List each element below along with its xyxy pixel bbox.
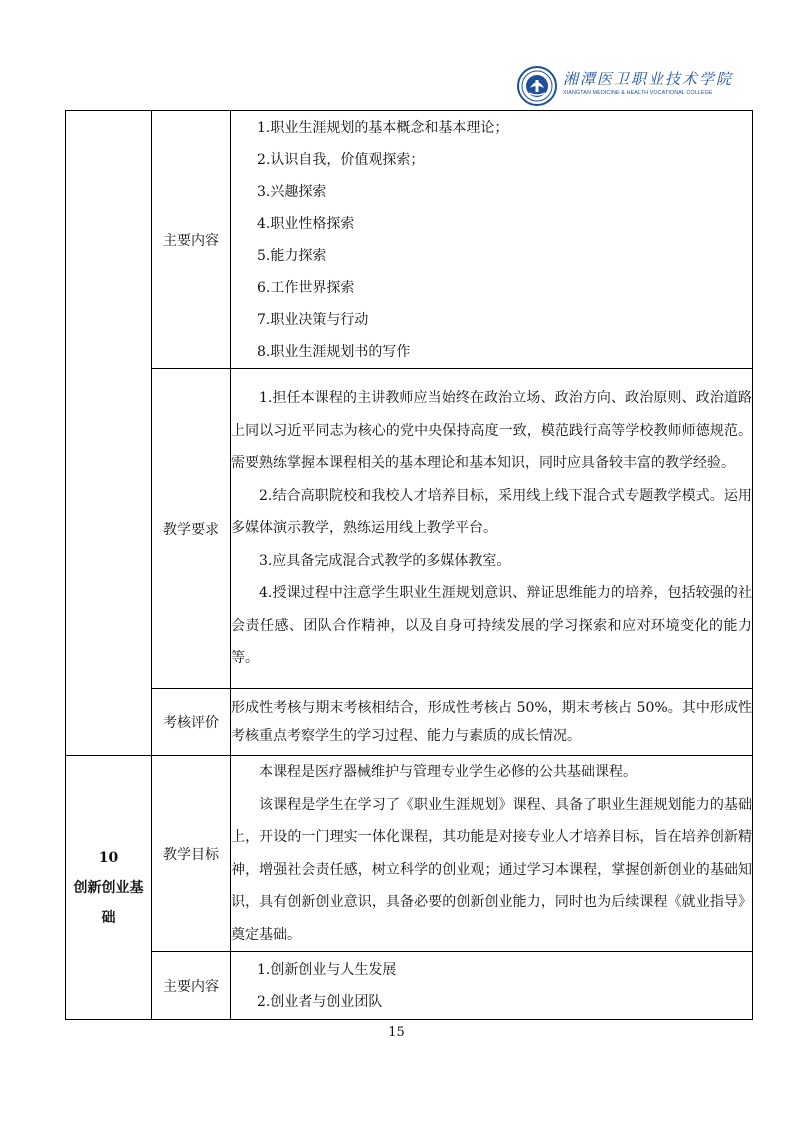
list-item: 1.创新创业与人生发展 [257,961,397,978]
list-item: 6.工作世界探索 [257,279,355,296]
course-number: 10 [98,849,119,866]
list-item: 7.职业决策与行动 [257,311,369,328]
course9-name-cell [66,111,152,756]
table-row [66,111,753,369]
requirements-text [231,369,753,689]
course-name-line1: 创新创业基 [73,879,144,896]
row-label: 教学目标 [152,756,231,952]
content-list [231,111,753,369]
table-row [66,689,753,756]
paragraph: 本课程是医疗器械维护与管理专业学生必修的公共基础课程。 [259,764,637,780]
row-label: 教学要求 [152,369,231,689]
list-item: 1.职业生涯规划的基本概念和基本理论； [257,119,509,136]
list-item: 2.创业者与创业团队 [257,993,383,1010]
paragraph: 2.结合高职院校和我校人才培养目标，采用线上线下混合式专题教学模式。运用多媒体演示教学，熟练运用线上教学平台。 [231,487,752,537]
row-label: 考核评价 [152,689,231,756]
table-row [66,756,753,952]
list-item: 8.职业生涯规划书的写作 [257,343,411,360]
college-name-en: XIANGTAN MEDICINE & HEALTH VOCATIONAL COLLEGE [563,90,713,96]
row-label: 主要内容 [152,111,231,369]
objectives-text [231,756,753,952]
row-label: 主要内容 [152,952,231,1020]
course-name-line2: 础 [101,909,116,926]
college-emblem-icon [517,66,557,106]
paragraph: 该课程是学生在学习了《职业生涯规划》课程、具备了职业生涯规划能力的基础上，开设的一门理实一体化课程，其功能是对接专业人才培养目标，旨在培养创新精神，增强社会责任感，树立科学的创业观；通过学习本课程，掌握创新创业的基础知识，具有创新创业意识，具备必要的创新创业能力，同时也为后续课程《就业指导》奠定基础。 [231,796,752,943]
paragraph: 1.担任本课程的主讲教师应当始终在政治立场、政治方向、政治原则、政治道路上同以习近平同志为核心的党中央保持高度一致，模范践行高等学校教师师德规范。需要熟练掌握本课程相关的基本理论和基本知识，同时应具备较丰富的教学经验。 [231,390,752,472]
list-item: 2.认识自我，价值观探索； [257,151,425,168]
course-table [65,110,753,1020]
content-list [231,952,753,1020]
list-item: 4.职业性格探索 [257,215,355,232]
college-name-cn: 湘潭医卫职业技术学院 [563,70,734,88]
assessment-text [231,689,753,756]
paragraph: 3.应具备完成混合式教学的多媒体教室。 [259,552,511,569]
paragraph: 形成性考核与期末考核相结合，形成性考核占 50%，期末考核占 50%。其中形成性考核重点考察学生的学习过程、能力与素质的成长情况。 [231,700,752,744]
table-row [66,369,753,689]
table-row [66,952,753,1020]
course10-name-cell [66,756,152,1020]
paragraph: 4.授课过程中注意学生职业生涯规划意识、辩证思维能力的培养，包括较强的社会责任感、团队合作精神，以及自身可持续发展的学习探索和应对环境变化的能力等。 [231,585,752,667]
page-number: 15 [388,1025,405,1040]
college-logo [517,66,734,108]
list-item: 5.能力探索 [257,247,327,264]
list-item: 3.兴趣探索 [257,183,327,200]
